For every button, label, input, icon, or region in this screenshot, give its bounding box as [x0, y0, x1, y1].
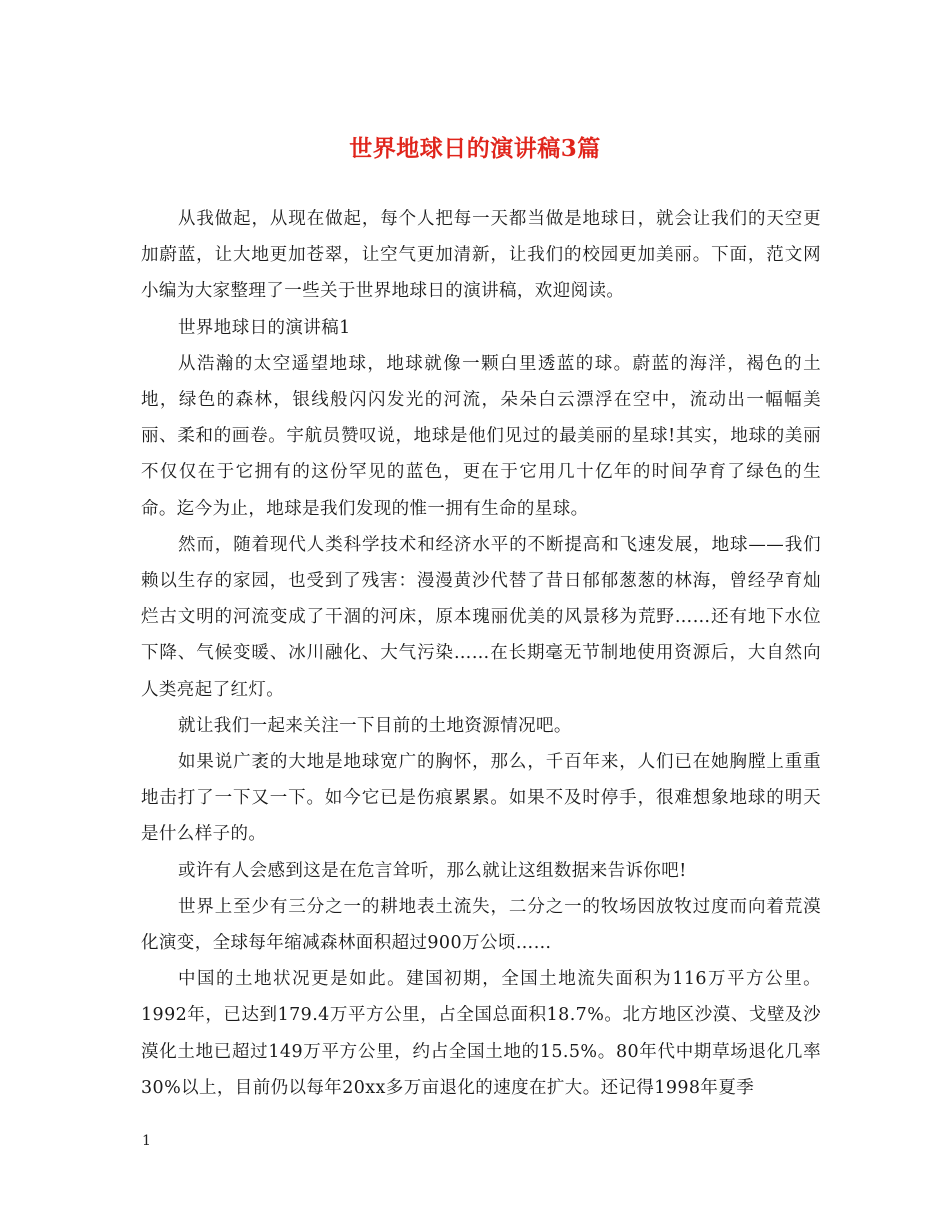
paragraph-earth-chest: 如果说广袤的大地是地球宽广的胸怀，那么，千百年来，人们已在她胸膛上重重地击打了一下又一下。如今它已是伤痕累累。如果不及时停手，很难想象地球的明天是什么样子的。 — [141, 752, 821, 845]
paragraph-data-intro: 或许有人会感到这是在危言耸听，那么就让这组数据来告诉你吧! — [178, 860, 687, 881]
paragraph-world-data: 世界上至少有三分之一的耕地表土流失，二分之一的牧场因放牧过度而向着荒漠化演变，全球每年缩减森林面积超过900万公顷…… — [141, 896, 821, 954]
section-heading-speech-1: 世界地球日的演讲稿1 — [178, 317, 351, 338]
paragraph-damage: 然而，随着现代人类科学技术和经济水平的不断提高和飞速发展，地球——我们赖以生存的家园，也受到了残害：漫漫黄沙代替了昔日郁郁葱葱的林海，曾经孕育灿烂古文明的河流变成了干涸的河床，原本瑰丽优美的风景移为荒野……还有地下水位下降、气候变暖、冰川融化、大气污染……在长期毫无节制地使用资源后，大自然向人类亮起了红灯。 — [141, 534, 821, 700]
paragraph-earth-from-space: 从浩瀚的太空遥望地球，地球就像一颗白里透蓝的球。蔚蓝的海洋，褐色的土地，绿色的森林，银线般闪闪发光的河流，朵朵白云漂浮在空中，流动出一幅幅美丽、柔和的画卷。宇航员赞叹说，地球是他们见过的最美丽的星球!其实，地球的美丽不仅仅在于它拥有的这份罕见的蓝色，更在于它用几十亿年的时间孕育了绿色的生命。迄今为止，地球是我们发现的惟一拥有生命的星球。 — [141, 353, 821, 519]
paragraph-china-data: 中国的土地状况更是如此。建国初期，全国土地流失面积为116万平方公里。1992年，已达到179.4万平方公里，占全国总面积18.7%。北方地区沙漠、戈壁及沙漠化土地已超过149万平方公里，约占全国土地的15.5%。80年代中期草场退化几率30%以上，目前仍以每年20xx多万亩退化的速度在扩大。还记得1998年夏季 — [141, 969, 821, 1098]
paragraph-intro: 从我做起，从现在做起，每个人把每一天都当做是地球日，就会让我们的天空更加蔚蓝，让大地更加苍翠，让空气更加清新，让我们的校园更加美丽。下面，范文网小编为大家整理了一些关于世界地球日的演讲稿，欢迎阅读。 — [141, 209, 821, 302]
page-number: 1 — [142, 1133, 151, 1149]
paragraph-land-resources: 就让我们一起来关注一下目前的土地资源情况吧。 — [178, 715, 572, 736]
document-body — [141, 201, 821, 1106]
document-title: 世界地球日的演讲稿3篇 — [349, 135, 601, 162]
